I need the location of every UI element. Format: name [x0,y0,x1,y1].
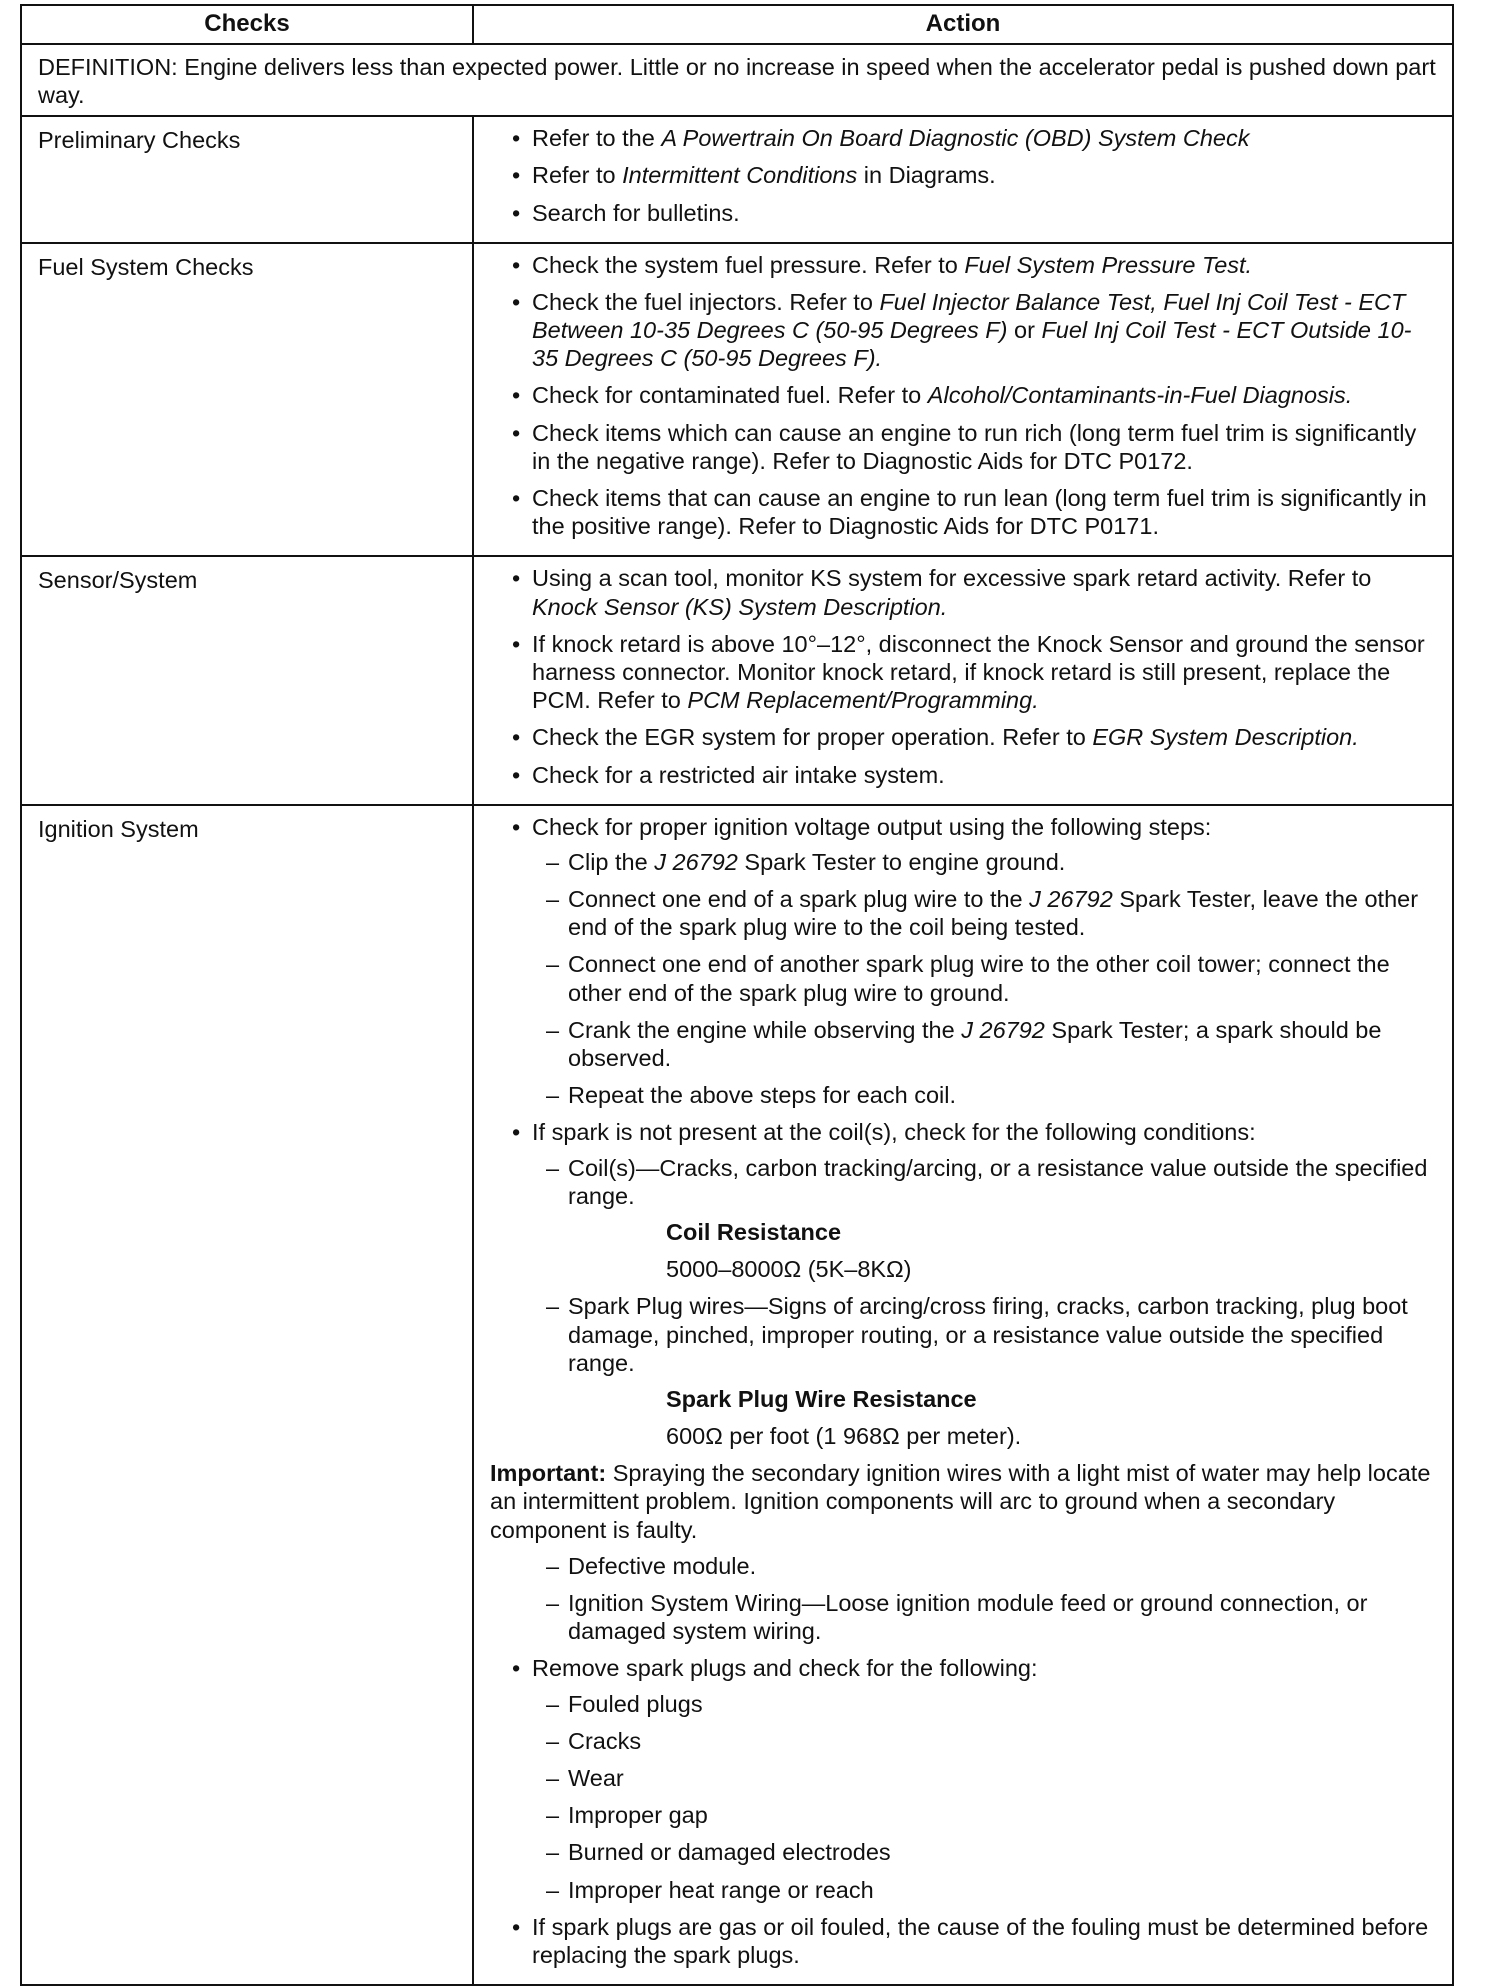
list-item: – Defective module. [532,1552,1436,1580]
list-item: • Remove spark plugs and check for the following: – Fouled plugs – Cracks – Wear – Improper gap – Burned or damaged electrodes – Improper heat range or reach [490,1654,1436,1903]
tool-reference: J 26792 [961,1016,1045,1043]
list-item: • Check items which can cause an engine to run rich (long term fuel trim is significantly in the negative range). Refer to Diagnostic Aids for DTC P0172. [490,419,1436,475]
spec-value: 600Ω per foot (1 968Ω per meter). [666,1423,1022,1450]
list-item: – Wear [532,1764,1436,1792]
tool-reference: J 26792 [1029,886,1113,913]
tool-reference: J 26792 [654,848,738,875]
reference-link: PCM Replacement/Programming. [687,687,1039,714]
list-item: – Connect one end of another spark plug wire to the other coil tower; connect the other end of the spark plug wire to ground. [532,950,1436,1006]
list-item: • Check the fuel injectors. Refer to Fuel Injector Balance Test, Fuel Inj Coil Test - ECT Between 10-35 Degrees C (50-95 Degrees F) or Fuel Inj Coil Test - ECT Outside 10-35 Degrees C (50-95 Degrees F). [490,288,1436,373]
list-item: – Repeat the above steps for each coil. [532,1081,1436,1109]
header-row [21,5,1453,44]
list-item: • Check for a restricted air intake system. [490,761,1436,789]
list-item: • Search for bulletins. [490,199,1436,227]
list-item: • Check for proper ignition voltage output using the following steps: – Clip the J 26792 Spark Tester to engine ground. – Connect one end of a spark plug wire to the J 26792 Spark Tester, leave the other end of the spark plug wire to the coil being tested. – Connect one end of another spark plug wire to the other coil tower; connect the other end of the spark plug wire to ground. – Crank the engine while observing the J 26792 Spark Tester; a spark should be observed. – Repeat the above steps for each coil. [490,813,1436,1110]
table-row [21,805,1453,1985]
definition-text: DEFINITION: Engine delivers less than expected power. Little or no increase in speed when the accelerator pedal is pushed down part way. [21,44,1453,116]
check-name-preliminary: Preliminary Checks [21,116,473,243]
list-item: – Connect one end of a spark plug wire to the J 26792 Spark Tester, leave the other end of the spark plug wire to the coil being tested. [532,885,1436,941]
list-item: – Improper gap [532,1801,1436,1829]
list-item: – Cracks [532,1727,1436,1755]
diagnosis-table [20,4,1454,1986]
list-item: – Improper heat range or reach [532,1876,1436,1904]
reference-link: Fuel Inj Coil Test - ECT Outside 10-35 Degrees C (50-95 Degrees F). [532,317,1412,372]
reference-link: EGR System Description. [1092,724,1359,751]
spec-title: Spark Plug Wire Resistance [666,1385,977,1412]
check-name-ignition: Ignition System [21,805,473,1985]
list-item: • Refer to the A Powertrain On Board Diagnostic (OBD) System Check [490,124,1436,152]
action-column-header: Action [473,5,1453,44]
check-name-fuel: Fuel System Checks [21,243,473,557]
reference-link: A Powertrain On Board Diagnostic (OBD) System Check [661,125,1250,152]
reference-link: Fuel System Pressure Test. [964,251,1253,278]
check-name-sensor: Sensor/System [21,556,473,804]
list-item: • If spark is not present at the coil(s), check for the following conditions: – Coil(s)—Cracks, carbon tracking/arcing, or a resistance value outside the specified range. Coil Resistance 5000–8000Ω (5K–8KΩ) – Spark Plug wires—Signs of arcing/cross firing, cracks, carbon tracking, plug boot damage, pinched, improper routing, or a resistance value outside the specified range. Spark Plug Wire Resistance 600Ω per foot (1 968Ω per meter). [490,1118,1436,1450]
reference-link: Alcohol/Contaminants-in-Fuel Diagnosis. [927,382,1353,409]
action-cell-preliminary [473,116,1453,243]
reference-link: Intermittent Conditions [622,162,858,189]
reference-link: Fuel Injector Balance Test, Fuel Inj Coil Test - ECT Between 10-35 Degrees C (50-95 Degrees F) [532,288,1406,344]
definition-row [21,44,1453,116]
list-item: • If spark plugs are gas or oil fouled, the cause of the fouling must be determined before replacing the spark plugs. [490,1913,1436,1969]
list-item: • Check for contaminated fuel. Refer to Alcohol/Contaminants-in-Fuel Diagnosis. [490,381,1436,409]
wire-resistance-spec [568,1385,1436,1450]
spec-title: Coil Resistance [666,1218,842,1245]
list-item: – Ignition System Wiring—Loose ignition module feed or ground connection, or damaged system wiring. [532,1589,1436,1645]
action-cell-fuel [473,243,1453,557]
list-item: • If knock retard is above 10°–12°, disconnect the Knock Sensor and ground the sensor harness connector. Monitor knock retard, if knock retard is still present, replace the PCM. Refer to PCM Replacement/Programming. [490,630,1436,715]
spec-value: 5000–8000Ω (5K–8KΩ) [666,1256,912,1283]
important-note: Important: Spraying the secondary ignition wires with a light mist of water may help locate an intermittent problem. Ignition components will arc to ground when a secondary component is faulty. [490,1460,1431,1543]
list-item: • Check items that can cause an engine to run lean (long term fuel trim is significantly in the positive range). Refer to Diagnostic Aids for DTC P0171. [490,484,1436,540]
list-item: • Refer to Intermittent Conditions in Diagrams. [490,161,1436,189]
list-item: – Crank the engine while observing the J 26792 Spark Tester; a spark should be observed. [532,1016,1436,1072]
list-item: – Burned or damaged electrodes [532,1838,1436,1866]
table-row [21,556,1453,804]
important-label: Important: [490,1460,607,1487]
reference-link: Knock Sensor (KS) System Description. [532,593,948,620]
table-row [21,243,1453,557]
checks-column-header: Checks [21,5,473,44]
action-cell-ignition [473,805,1453,1985]
coil-resistance-spec [568,1218,1436,1283]
fault-list [532,1552,1436,1646]
list-item: – Clip the J 26792 Spark Tester to engine ground. [532,848,1436,876]
list-item: • Check the EGR system for proper operation. Refer to EGR System Description. [490,723,1436,751]
list-item: – Fouled plugs [532,1690,1436,1718]
list-item: • Check the system fuel pressure. Refer to Fuel System Pressure Test. [490,251,1436,279]
list-item: – Spark Plug wires—Signs of arcing/cross firing, cracks, carbon tracking, plug boot damage, pinched, improper routing, or a resistance value outside the specified range. Spark Plug Wire Resistance 600Ω per foot (1 968Ω per meter). [532,1292,1436,1450]
list-item: • Using a scan tool, monitor KS system for excessive spark retard activity. Refer to Knock Sensor (KS) System Description. [490,564,1436,620]
table-row [21,116,1453,243]
list-item: – Coil(s)—Cracks, carbon tracking/arcing, or a resistance value outside the specified range. Coil Resistance 5000–8000Ω (5K–8KΩ) [532,1154,1436,1284]
action-cell-sensor [473,556,1453,804]
